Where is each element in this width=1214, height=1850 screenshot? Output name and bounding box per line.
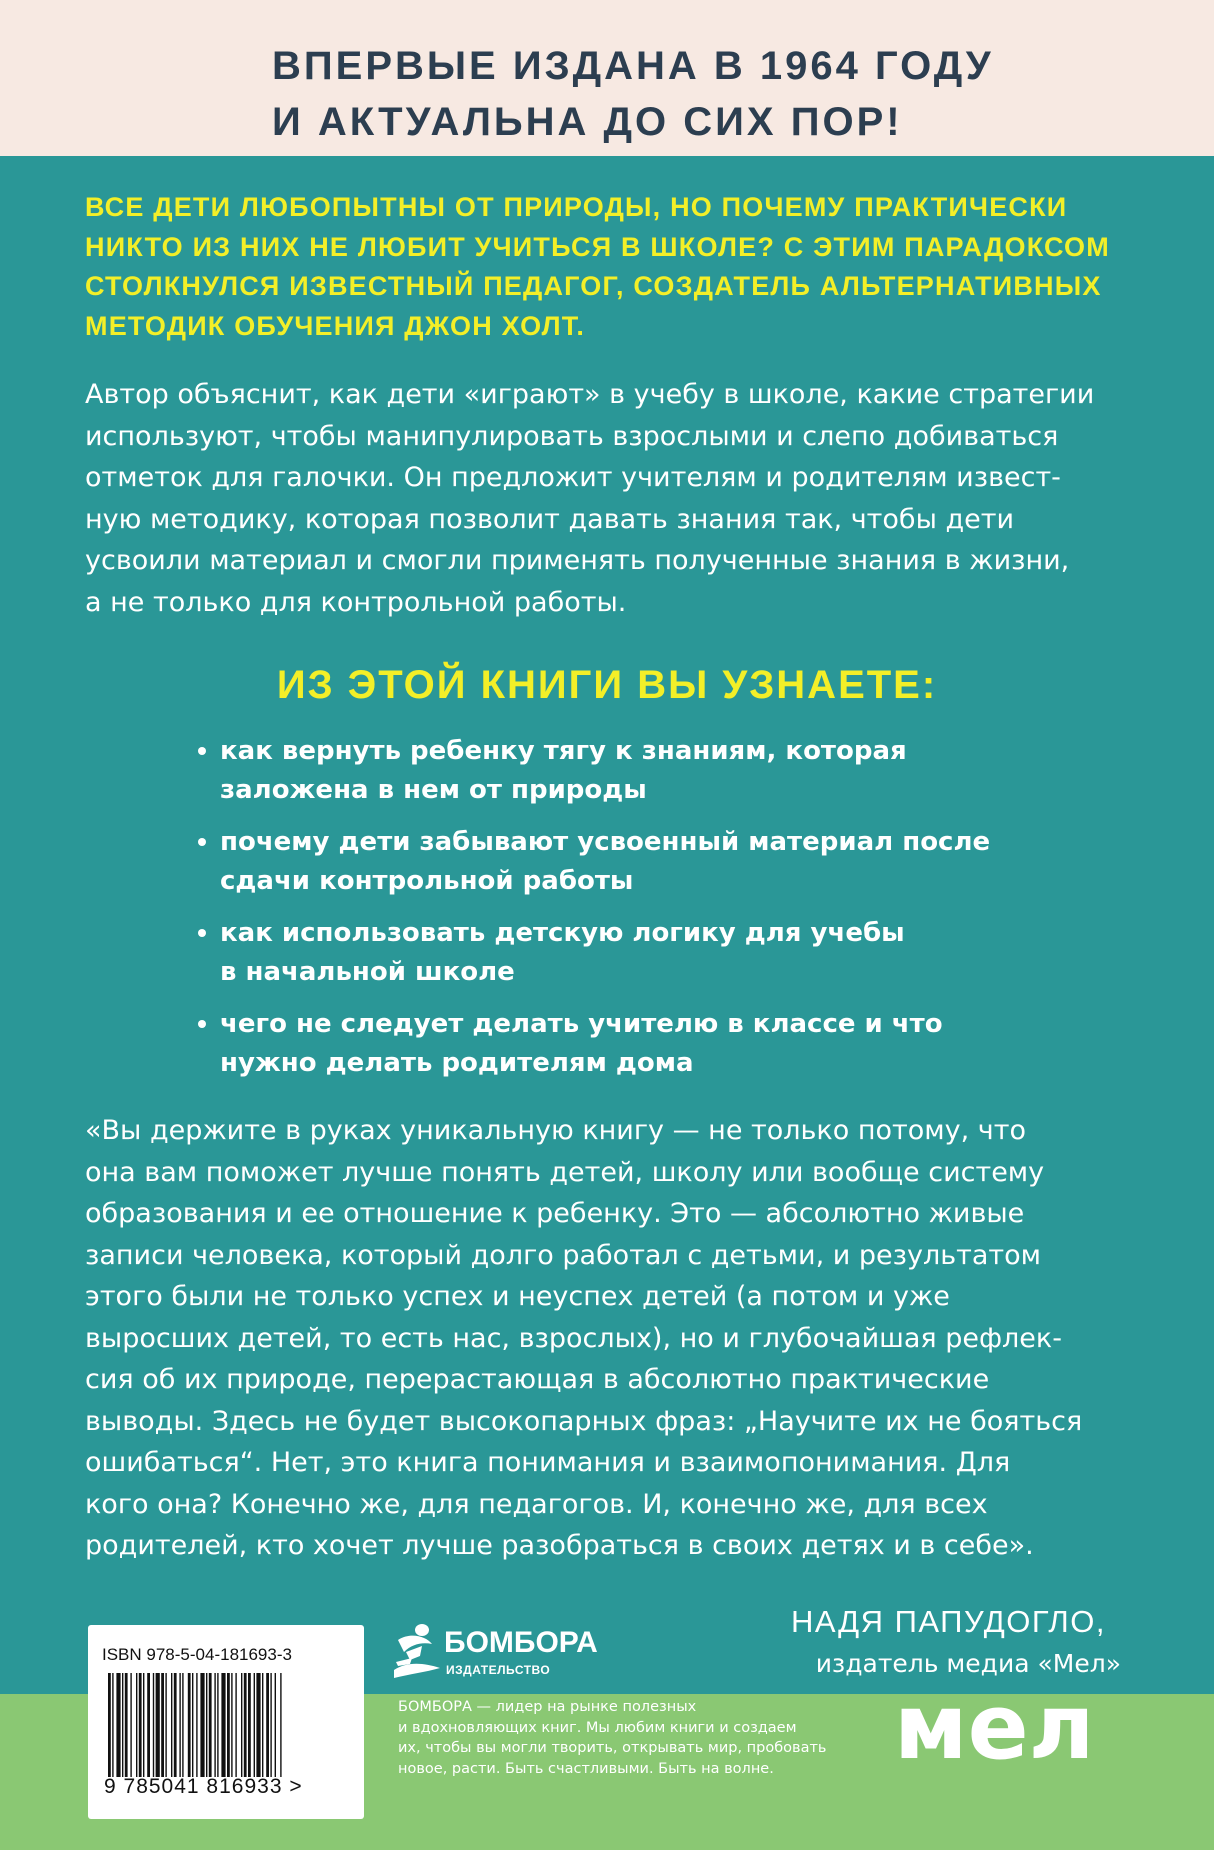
quote-paragraph	[85, 1110, 1145, 1567]
quote-line: выводы. Здесь не будет высокопарных фраз: „Научите их не бояться	[85, 1405, 1083, 1437]
quote-line: ошибаться“. Нет, это книга понимания и взаимопонимания. Для	[85, 1447, 1011, 1478]
learn-item-line: почему дети забывают усвоенный материал после	[220, 827, 991, 857]
intro-line: СТОЛКНУЛСЯ ИЗВЕСТНЫЙ ПЕДАГОГ, СОЗДАТЕЛЬ АЛЬТЕРНАТИВНЫХ	[85, 271, 1102, 301]
description-line: усвоили материал и смогли применять полученные знания в жизни,	[85, 545, 1070, 576]
bombora-description-line: БОМБОРА — лидер на рынке полезных	[398, 1699, 697, 1715]
quote-line: «Вы держите в руках уникальную книгу — не только потому, что	[85, 1115, 1026, 1146]
bullet-dot-icon	[198, 1020, 206, 1028]
learn-item-line: сдачи контрольной работы	[220, 865, 634, 896]
quote-line: родителей, кто хочет лучше разобраться в своих детях и в себе».	[85, 1530, 1034, 1561]
quote-line: образования и ее отношение к ребенку. Это — абсолютно живые	[85, 1198, 1025, 1229]
bombora-description-line: и вдохновляющих книг. Мы любим книги и создаем	[398, 1719, 797, 1736]
learn-item-line: нужно делать родителям дома	[220, 1047, 694, 1078]
quote-author: НАДЯ ПАПУДОГЛО,	[790, 1604, 1106, 1639]
learn-item-line: как вернуть ребенку тягу к знаниям, которая	[220, 736, 907, 766]
learn-item	[198, 732, 1098, 809]
top-heading-line: И АКТУАЛЬНА ДО СИХ ПОР!	[272, 100, 903, 144]
description-paragraph	[85, 374, 1145, 623]
bombora-description-line: их, чтобы вы могли творить, открывать мир, пробовать	[398, 1740, 827, 1756]
bombora-description-line: новое, расти. Быть счастливыми. Быть на волне.	[398, 1760, 774, 1777]
quote-line: сия об их природе, перерастающая в абсолютно практические	[85, 1364, 990, 1395]
bombora-logo-icon	[392, 1622, 442, 1680]
learn-item-line: заложена в нем от природы	[220, 774, 647, 805]
bullet-dot-icon	[198, 838, 206, 846]
learn-item-line: чего не следует делать учителю в классе и что	[220, 1009, 943, 1039]
intro-line: ВСЕ ДЕТИ ЛЮБОПЫТНЫ ОТ ПРИРОДЫ, НО ПОЧЕМУ ПРАКТИЧЕСКИ	[85, 192, 1068, 222]
description-line: отметок для галочки. Он предложит учителям и родителям извест-	[85, 462, 1061, 493]
top-heading	[272, 38, 1172, 150]
top-heading-line: ВПЕРВЫЕ ИЗДАНА В 1964 ГОДУ	[272, 44, 994, 88]
learn-list	[198, 732, 1098, 1096]
bombora-description	[398, 1697, 858, 1779]
isbn-text: ISBN 978-5-04-181693-3	[102, 1645, 292, 1664]
quote-line: выросших детей, то есть нас, взрослых), но и глубочайшая рефлек-	[85, 1322, 1062, 1354]
learn-item-line: в начальной школе	[220, 956, 515, 987]
description-line: Автор объяснит, как дети «играют» в учебу в школе, какие стратегии	[85, 379, 1095, 410]
isbn-barcode-box	[88, 1625, 364, 1819]
bombora-name: БОМБОРА	[444, 1626, 598, 1659]
bombora-subtitle: ИЗДАТЕЛЬСТВО	[446, 1663, 551, 1677]
learn-item	[198, 1005, 1098, 1082]
bullet-dot-icon	[198, 929, 206, 937]
isbn-digits: 9 785041 816933 >	[104, 1775, 303, 1798]
bullet-dot-icon	[198, 747, 206, 755]
description-line: используют, чтобы манипулировать взрослыми и слепо добиваться	[85, 420, 1059, 452]
intro-line: НИКТО ИЗ НИХ НЕ ЛЮБИТ УЧИТЬСЯ В ШКОЛЕ? С ЭТИМ ПАРАДОКСОМ	[85, 231, 1110, 262]
intro-line: МЕТОДИК ОБУЧЕНИЯ ДЖОН ХОЛТ.	[85, 310, 586, 341]
intro-paragraph	[85, 188, 1145, 346]
description-line: ную методику, которая позволит давать знания так, чтобы дети	[85, 503, 1015, 535]
learn-heading: ИЗ ЭТОЙ КНИГИ ВЫ УЗНАЕТЕ:	[276, 663, 938, 707]
quote-line: она вам поможет лучше понять детей, школу или вообще систему	[85, 1156, 1045, 1188]
learn-item	[198, 823, 1098, 900]
quote-line: записи человека, который долго работал с детьми, и результатом	[85, 1239, 1042, 1271]
learn-item-line: как использовать детскую логику для учебы	[220, 918, 905, 948]
quote-author-role: издатель медиа «Мел»	[815, 1649, 1121, 1678]
quote-line: кого она? Конечно же, для педагогов. И, конечно же, для всех	[85, 1488, 988, 1520]
quote-line: этого были не только успех и неуспех детей (а потом и уже	[85, 1281, 950, 1312]
barcode-icon	[108, 1673, 344, 1777]
learn-item	[198, 914, 1098, 991]
description-line: а не только для контрольной работы.	[85, 586, 627, 618]
mel-logo: мел	[894, 1675, 1095, 1780]
